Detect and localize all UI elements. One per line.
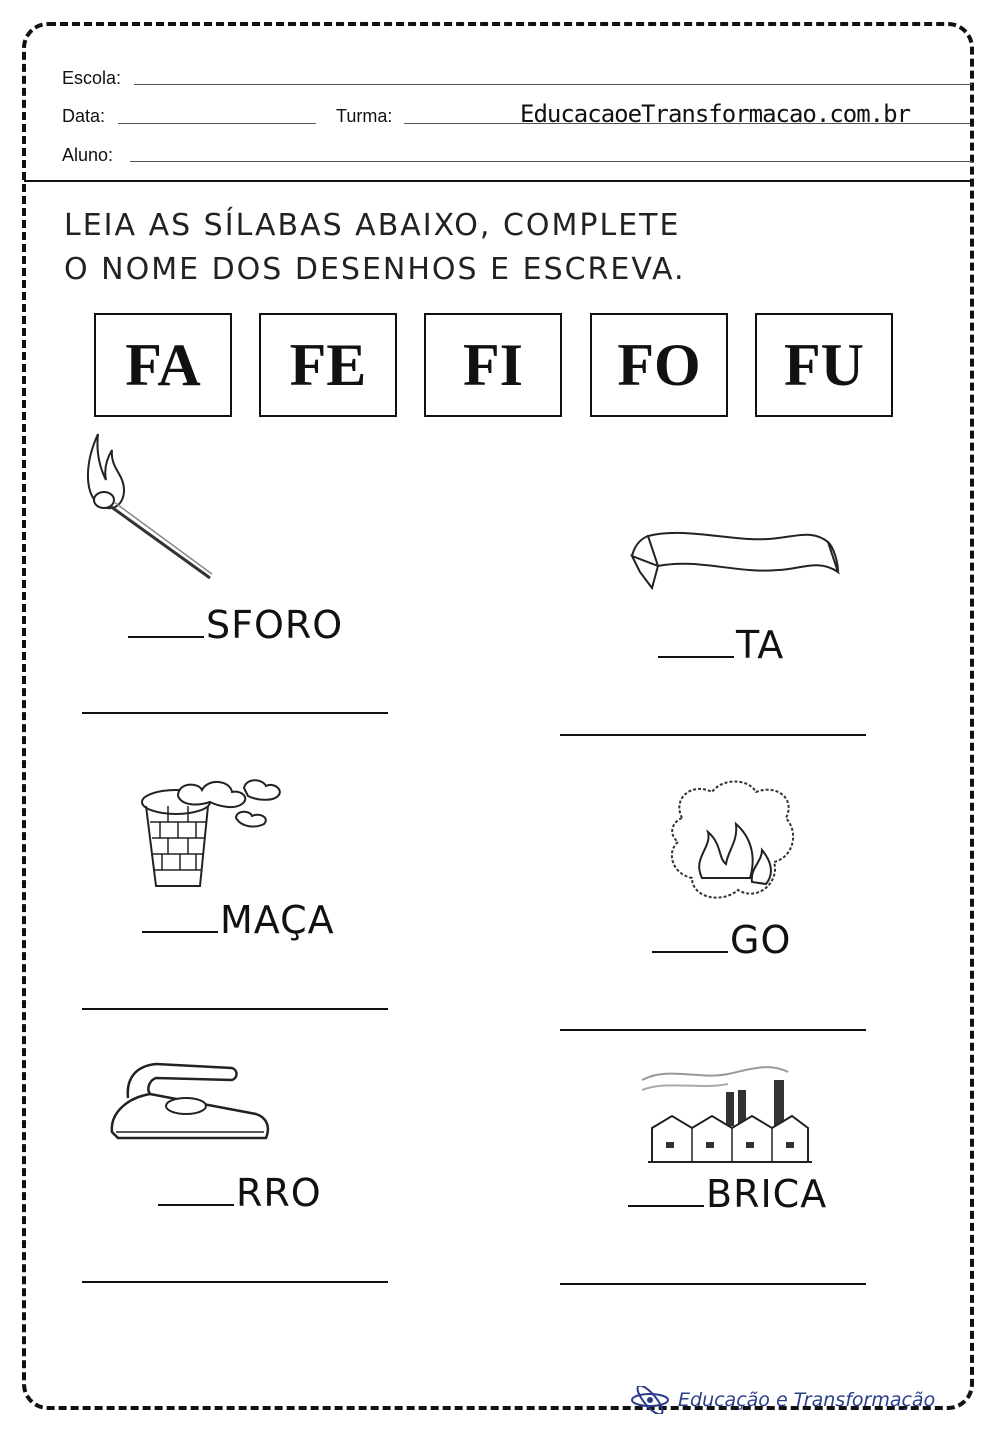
word-item-5 bbox=[158, 1171, 322, 1215]
answer-line-2[interactable] bbox=[560, 734, 866, 736]
word-blank[interactable] bbox=[128, 635, 204, 638]
answer-line-6[interactable] bbox=[560, 1283, 866, 1285]
instruction-line-2: O NOME DOS DESENHOS E ESCREVA. bbox=[64, 252, 686, 287]
school-field[interactable] bbox=[134, 84, 972, 85]
date-field[interactable] bbox=[118, 123, 316, 124]
word-blank[interactable] bbox=[658, 655, 734, 658]
instructions bbox=[64, 204, 686, 292]
word-item-3 bbox=[142, 898, 335, 942]
footer-brand-text: Educação e Transformação bbox=[678, 1389, 936, 1411]
word-item-6 bbox=[628, 1172, 827, 1216]
header-separator bbox=[24, 180, 974, 182]
word-suffix: TA bbox=[736, 623, 785, 667]
syllable-box-fe: FE bbox=[259, 313, 397, 417]
chimney-icon bbox=[138, 766, 288, 890]
word-suffix: GO bbox=[730, 918, 792, 962]
word-blank[interactable] bbox=[628, 1204, 704, 1207]
word-blank[interactable] bbox=[158, 1203, 234, 1206]
word-item-2 bbox=[658, 623, 784, 667]
answer-line-4[interactable] bbox=[560, 1029, 866, 1031]
word-item-4 bbox=[652, 918, 791, 962]
fire-icon bbox=[662, 778, 802, 906]
syllable-box-fu: FU bbox=[755, 313, 893, 417]
answer-line-3[interactable] bbox=[82, 1008, 388, 1010]
word-item-1 bbox=[128, 603, 343, 647]
student-label: Aluno: bbox=[62, 145, 114, 165]
instruction-line-1: LEIA AS SÍLABAS ABAIXO, COMPLETE bbox=[64, 208, 681, 243]
word-blank[interactable] bbox=[652, 950, 728, 953]
syllable-box-fa: FA bbox=[94, 313, 232, 417]
syllable-box-fi: FI bbox=[424, 313, 562, 417]
answer-line-1[interactable] bbox=[82, 712, 388, 714]
iron-icon bbox=[106, 1058, 272, 1144]
match-icon bbox=[84, 430, 218, 582]
answer-line-5[interactable] bbox=[82, 1281, 388, 1283]
class-label: Turma: bbox=[336, 106, 393, 126]
word-suffix: MAÇA bbox=[220, 898, 335, 942]
website-url: EducacaoeTransformacao.com.br bbox=[520, 100, 911, 128]
student-field[interactable] bbox=[130, 161, 972, 162]
word-suffix: RRO bbox=[236, 1171, 322, 1215]
syllable-box-fo: FO bbox=[590, 313, 728, 417]
word-blank[interactable] bbox=[142, 930, 218, 933]
factory-icon bbox=[638, 1056, 816, 1166]
word-suffix: SFORO bbox=[206, 603, 344, 647]
atom-logo-icon bbox=[630, 1386, 670, 1414]
word-suffix: BRICA bbox=[706, 1172, 828, 1216]
ribbon-icon bbox=[628, 522, 842, 594]
date-label: Data: bbox=[62, 106, 106, 126]
school-label: Escola: bbox=[62, 68, 122, 88]
footer-brand bbox=[630, 1386, 935, 1414]
